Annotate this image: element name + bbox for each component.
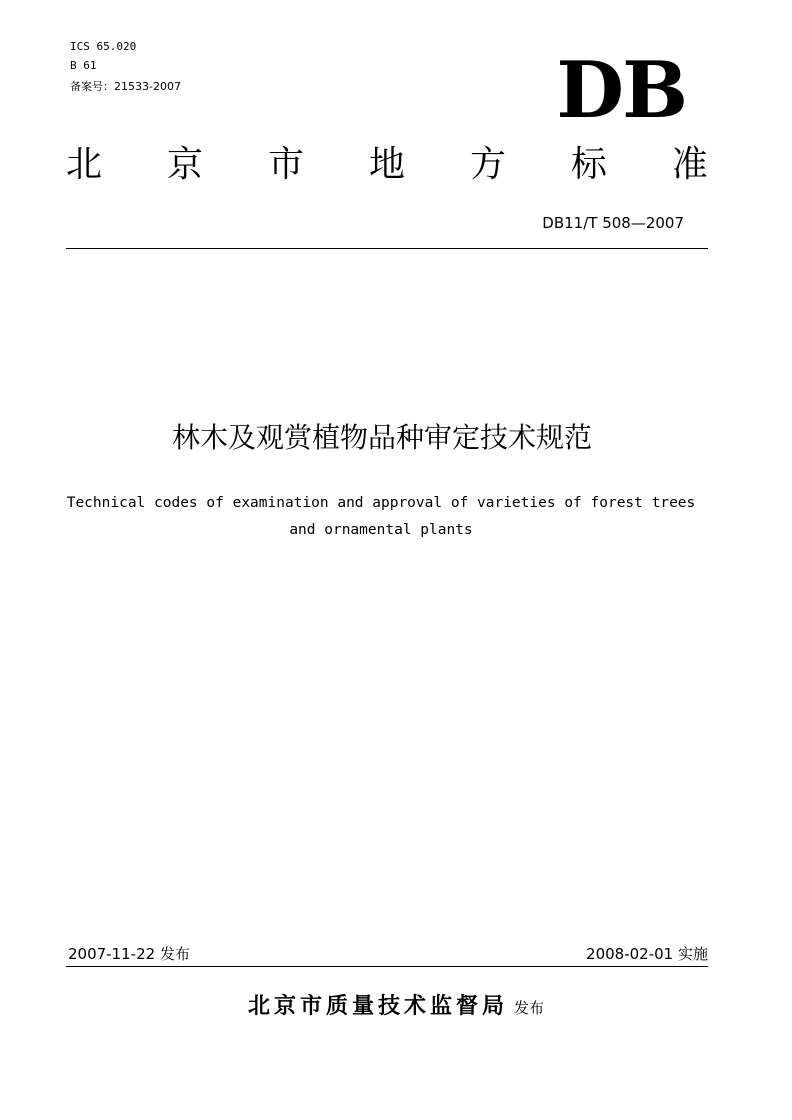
classification-code: B 61 xyxy=(70,59,97,72)
standard-type-char: 市 xyxy=(267,144,304,185)
implementation-date: 2008-02-01 实施 xyxy=(586,945,708,963)
publisher-line xyxy=(0,990,792,1025)
standard-type-char: 标 xyxy=(570,144,607,185)
publisher-suffix: 发布 xyxy=(514,999,545,1017)
standard-type-char: 方 xyxy=(469,144,506,185)
publisher-name: 北京市质量技术监督局 xyxy=(247,994,508,1019)
standard-type-char: 准 xyxy=(671,144,708,185)
standard-type-heading xyxy=(66,140,708,190)
english-title-line: and ornamental plants xyxy=(289,522,473,538)
standard-type-char: 地 xyxy=(368,144,405,185)
bottom-divider xyxy=(66,966,708,967)
standard-number: DB11/T 508—2007 xyxy=(542,214,684,232)
standard-type-char: 京 xyxy=(166,144,203,185)
issue-date: 2007-11-22 发布 xyxy=(68,945,190,963)
db-logo: DB xyxy=(556,45,686,136)
document-title-english xyxy=(30,490,732,544)
english-title-line: Technical codes of examination and approval of varieties of forest trees xyxy=(66,495,696,511)
top-divider xyxy=(66,248,708,249)
document-title-chinese: 林木及观赏植物品种审定技术规范 xyxy=(171,421,592,454)
record-number: 备案号：21533-2007 xyxy=(70,80,181,93)
ics-code: ICS 65.020 xyxy=(70,40,137,53)
standard-type-char: 北 xyxy=(66,144,103,185)
